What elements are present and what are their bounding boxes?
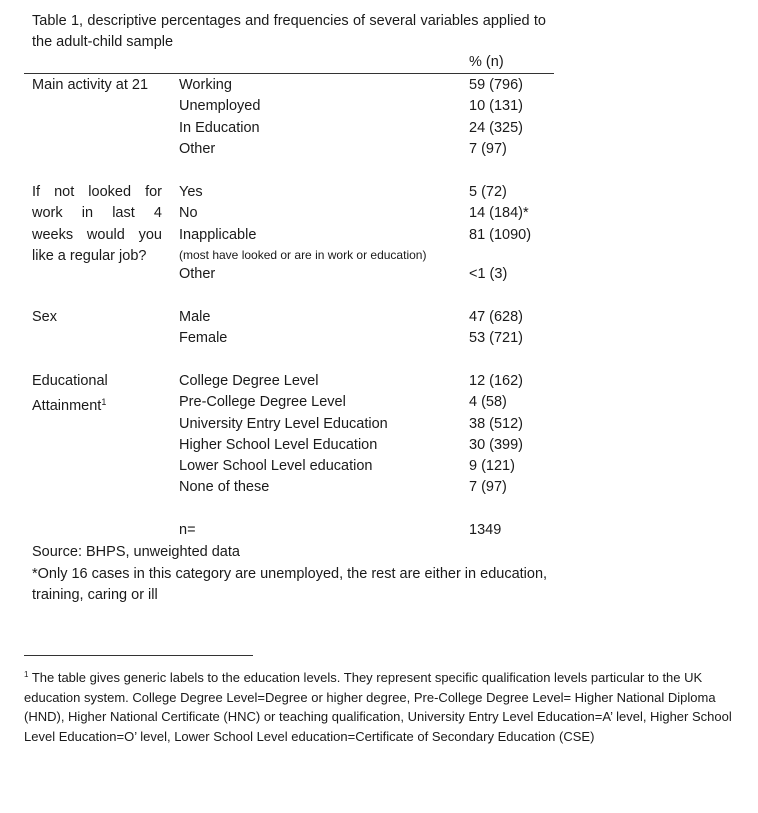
value-cell: 47 (628) (469, 309, 524, 325)
value-cell: 12 (162) (469, 373, 524, 389)
total-value: 1349 (469, 522, 502, 538)
value-cell: 9 (121) (469, 458, 515, 474)
asterisk-note: *Only 16 cases in this category are unemployed, the rest are either in education, training, caring or ill (32, 565, 548, 603)
category-cell: Pre-College Degree Level (179, 394, 346, 410)
category-cell: Higher School Level Education (179, 437, 378, 453)
total-label: n= (179, 522, 196, 538)
value-cell: 30 (399) (469, 437, 524, 453)
category-cell: Inapplicable (179, 227, 257, 243)
category-cell: Male (179, 309, 211, 325)
category-cell: College Degree Level (179, 373, 319, 389)
label-text: Attainment (32, 398, 102, 415)
category-note: (most have looked or are in work or education) (179, 248, 427, 262)
value-cell: 24 (325) (469, 120, 524, 136)
footnote-rule (24, 655, 253, 656)
category-cell: Other (179, 141, 216, 157)
label-line: Educational (32, 373, 108, 389)
footnote-text: The table gives generic labels to the education levels. They represent specific qualification levels particular to the UK education system. College Degree Level=Degree or higher degree, Pre-College Degree Level= Higher National Diploma (HND), Higher National Certificate (HNC) or teaching qualification, University Entry Level Education=A’ level, Higher School Level Education=O’ level, Lower School Level education=Certificate of Secondary Education (CSE) (24, 670, 732, 744)
column-header: % (n) (469, 54, 504, 70)
category-cell: Unemployed (179, 98, 261, 114)
table-notes (32, 542, 552, 607)
source-note: Source: BHPS, unweighted data (32, 544, 240, 560)
value-cell: 38 (512) (469, 416, 524, 432)
group-label-job (32, 182, 162, 268)
category-cell: Other (179, 266, 216, 282)
group-label-education (32, 371, 108, 418)
value-cell: 59 (796) (469, 77, 524, 93)
category-cell: None of these (179, 479, 270, 495)
value-cell: 7 (97) (469, 141, 507, 157)
group-label-activity: Main activity at 21 (32, 77, 149, 93)
label-line (32, 392, 108, 417)
value-cell: 5 (72) (469, 184, 507, 200)
table-caption: Table 1, descriptive percentages and frequencies of several variables applied to the adult-child sample (32, 13, 546, 50)
label-line: like a regular job? (32, 248, 147, 265)
value-cell: 7 (97) (469, 479, 507, 495)
footnote-mark: 1 (101, 397, 107, 408)
value-cell: 81 (1090) (469, 227, 532, 243)
footnote-mark: 1 (24, 670, 29, 679)
value-cell: 10 (131) (469, 98, 524, 114)
category-cell: Lower School Level education (179, 458, 373, 474)
value-cell: 53 (721) (469, 330, 524, 346)
value-cell: <1 (3) (469, 266, 508, 282)
value-cell: 14 (184)* (469, 205, 529, 221)
category-cell: Female (179, 330, 228, 346)
header-rule (24, 73, 554, 74)
category-cell: No (179, 205, 198, 221)
category-cell: In Education (179, 120, 260, 136)
label-line: work in last 4 (32, 205, 162, 222)
category-cell: University Entry Level Education (179, 416, 388, 432)
category-cell: Yes (179, 184, 203, 200)
group-label-sex: Sex (32, 309, 57, 325)
category-cell: Working (179, 77, 232, 93)
label-line: weeks would you (32, 226, 162, 243)
label-line: If not looked for (32, 184, 162, 200)
value-cell: 4 (58) (469, 394, 507, 410)
footnote (24, 665, 742, 746)
